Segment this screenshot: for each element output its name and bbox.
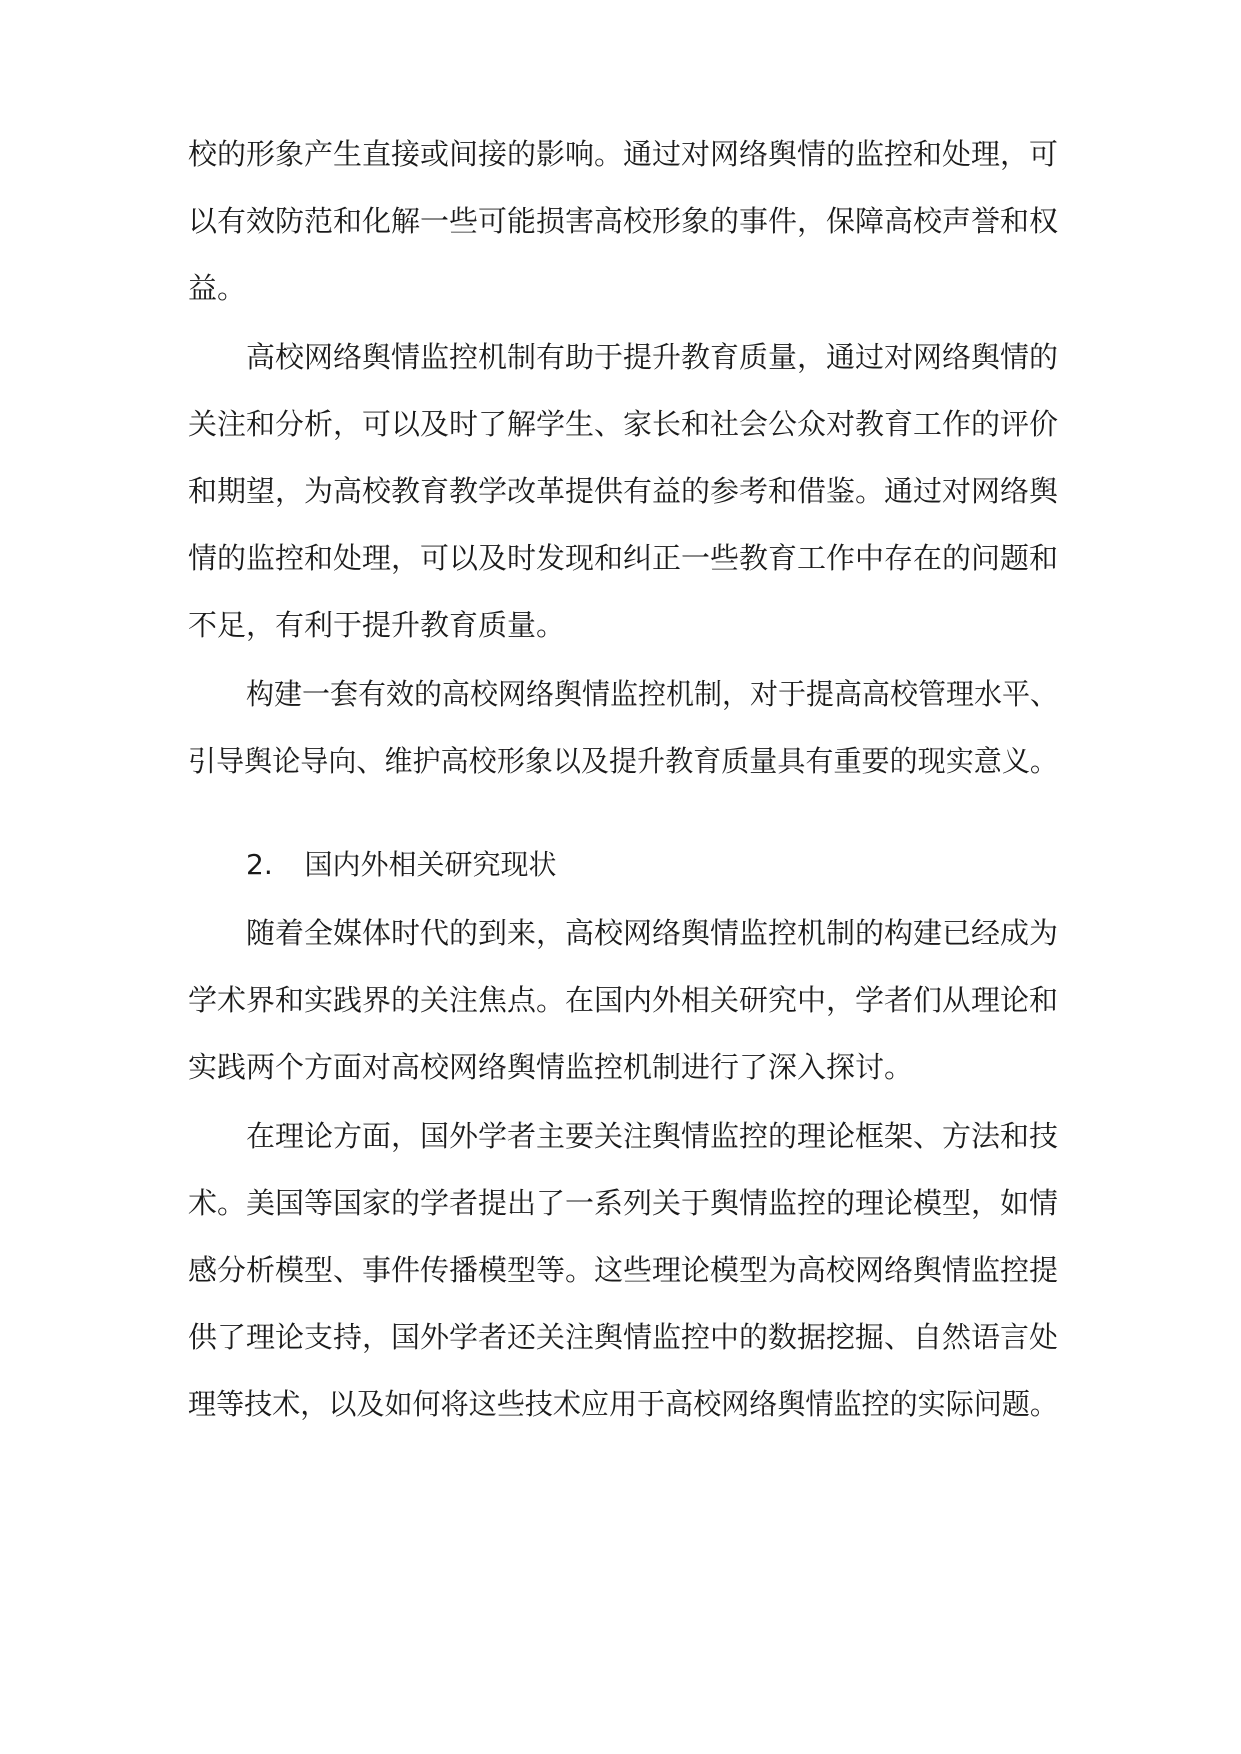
text-line: 引导舆论导向、维护高校形象以及提升教育质量具有重要的现实意义。 xyxy=(188,744,1059,778)
text-line: 高校网络舆情监控机制有助于提升教育质量，通过对网络舆情的 xyxy=(246,340,1059,374)
text-line: 感分析模型、事件传播模型等。这些理论模型为高校网络舆情监控提 xyxy=(188,1253,1059,1287)
text-line: 供了理论支持，国外学者还关注舆情监控中的数据挖掘、自然语言处 xyxy=(188,1320,1059,1354)
text-line: 关注和分析，可以及时了解学生、家长和社会公众对教育工作的评价 xyxy=(188,407,1059,441)
text-line: 术。美国等国家的学者提出了一系列关于舆情监控的理论模型，如情 xyxy=(188,1186,1059,1220)
text-line: 学术界和实践界的关注焦点。在国内外相关研究中，学者们从理论和 xyxy=(188,983,1059,1017)
text-line: 益。 xyxy=(188,271,247,305)
section-heading xyxy=(246,845,557,885)
text-line: 情的监控和处理，可以及时发现和纠正一些教育工作中存在的问题和 xyxy=(188,541,1059,575)
section-title: 国内外相关研究现状 xyxy=(304,848,557,881)
section-number: 2. xyxy=(246,848,273,881)
text-line: 实践两个方面对高校网络舆情监控机制进行了深入探讨。 xyxy=(188,1050,914,1084)
text-line: 以有效防范和化解一些可能损害高校形象的事件，保障高校声誉和权 xyxy=(188,204,1059,238)
text-line: 不足，有利于提升教育质量。 xyxy=(188,608,566,642)
text-line: 和期望，为高校教育教学改革提供有益的参考和借鉴。通过对网络舆 xyxy=(188,474,1059,508)
text-line: 在理论方面，国外学者主要关注舆情监控的理论框架、方法和技 xyxy=(246,1119,1059,1153)
text-line: 构建一套有效的高校网络舆情监控机制，对于提高高校管理水平、 xyxy=(246,677,1059,711)
text-line: 校的形象产生直接或间接的影响。通过对网络舆情的监控和处理，可 xyxy=(188,137,1059,171)
text-line: 理等技术，以及如何将这些技术应用于高校网络舆情监控的实际问题。 xyxy=(188,1387,1059,1421)
text-line: 随着全媒体时代的到来，高校网络舆情监控机制的构建已经成为 xyxy=(246,916,1059,950)
